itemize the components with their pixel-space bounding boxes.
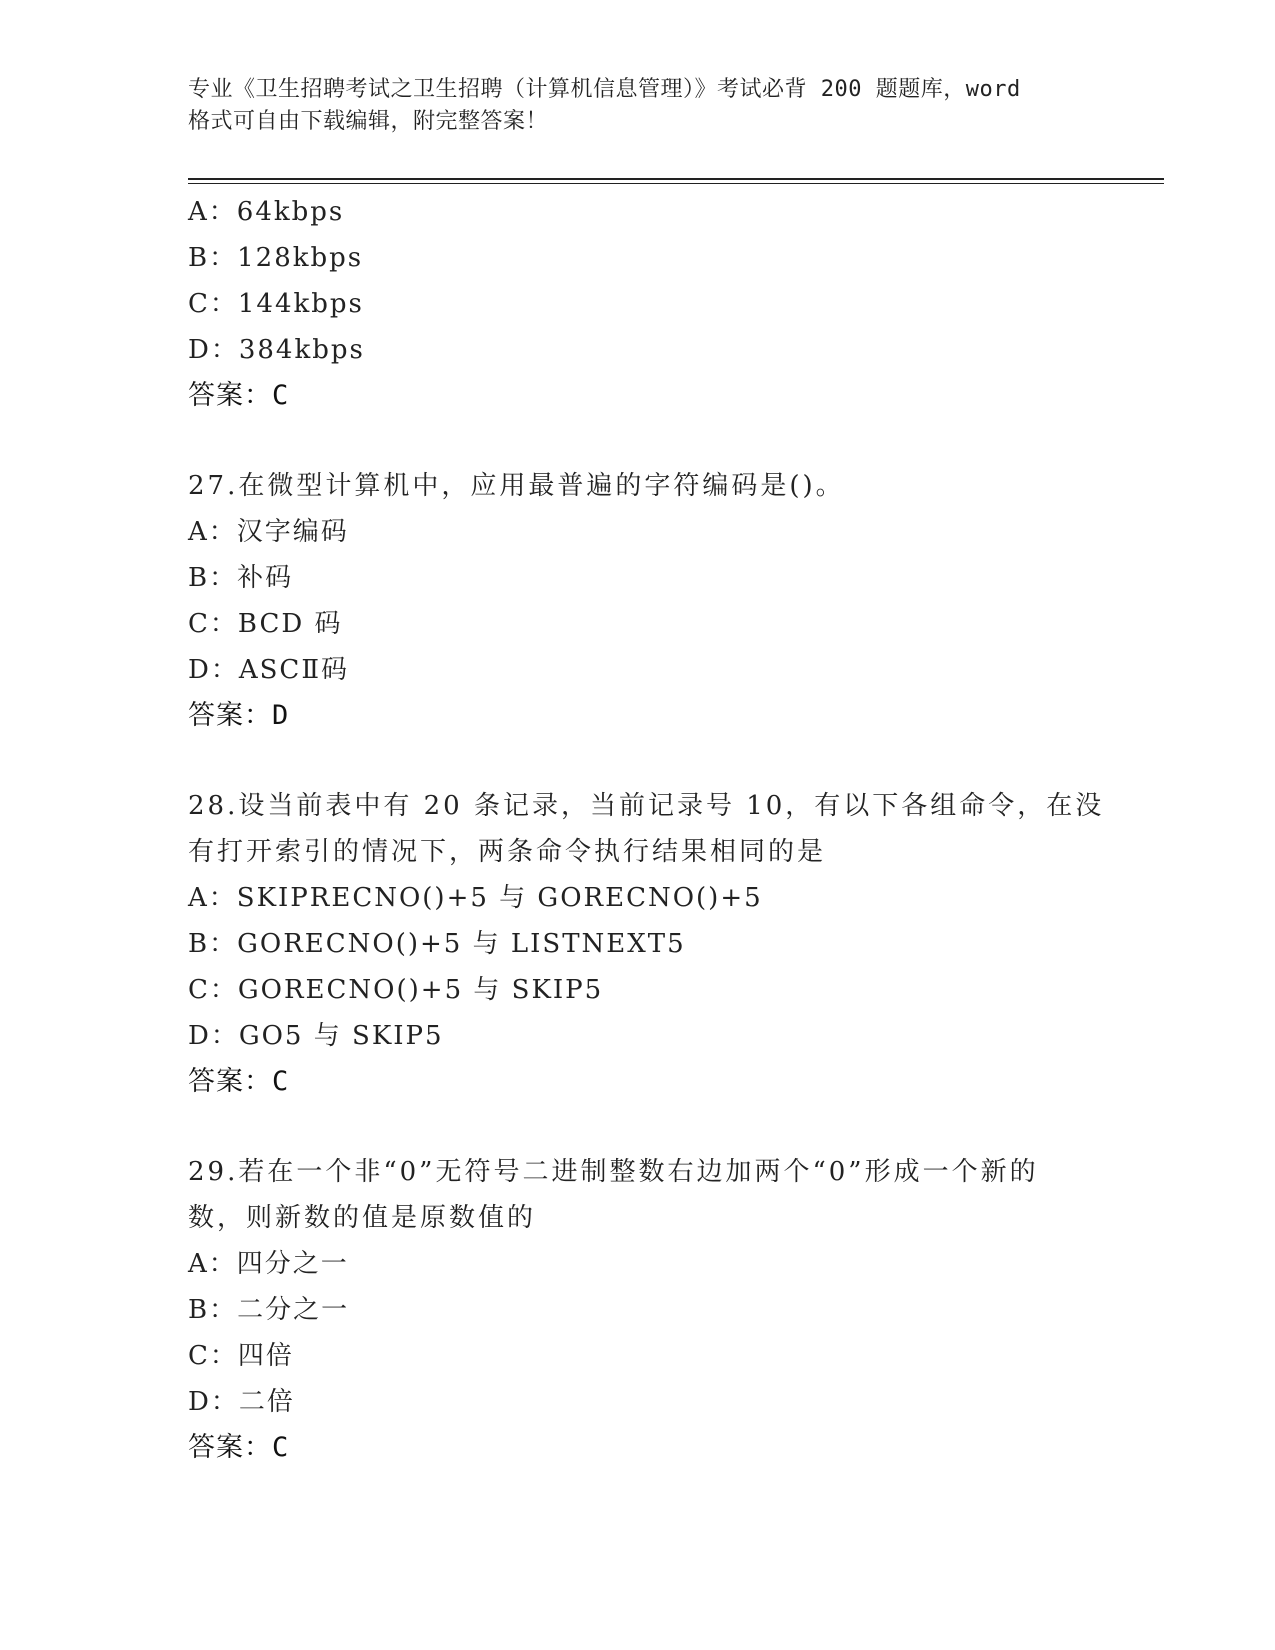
option-a: A：64kbps <box>188 197 345 227</box>
question-stem-line-2: 数，则新数的值是原数值的 <box>188 1203 537 1233</box>
option-c: C：四倍 <box>188 1341 294 1371</box>
option-a: A：SKIPRECNO()+5 与 GORECNO()+5 <box>188 883 763 913</box>
option-b: B：补码 <box>188 563 294 593</box>
question-28 <box>188 783 1105 1105</box>
header-line-2: 格式可自由下载编辑，附完整答案！ <box>188 109 549 134</box>
option-d: D：ASCⅡ码 <box>188 655 349 685</box>
answer: 答案：D <box>188 700 290 731</box>
question-stem-line-1: 29.若在一个非“0”无符号二进制整数右边加两个“0”形成一个新的 <box>188 1157 1039 1187</box>
document-header <box>188 74 1088 138</box>
option-a: A：汉字编码 <box>188 517 349 547</box>
question-stem: 27.在微型计算机中，应用最普遍的字符编码是()。 <box>188 471 845 501</box>
question-27 <box>188 463 1088 739</box>
option-d: D：二倍 <box>188 1387 295 1417</box>
header-line-1: 专业《卫生招聘考试之卫生招聘（计算机信息管理）》考试必背 200 题题库，word <box>188 77 1021 102</box>
option-c: C：BCD 码 <box>188 609 343 639</box>
option-b: B：GORECNO()+5 与 LISTNEXT5 <box>188 929 686 959</box>
option-b: B：128kbps <box>188 243 364 273</box>
option-d: D：384kbps <box>188 335 365 365</box>
answer: 答案：C <box>188 1066 290 1097</box>
option-d: D：GO5 与 SKIP5 <box>188 1021 444 1051</box>
spacer <box>188 1105 1088 1149</box>
header-divider-thick <box>188 178 1164 180</box>
question-stem-line-2: 有打开索引的情况下，两条命令执行结果相同的是 <box>188 837 827 867</box>
question-26 <box>188 189 1088 419</box>
answer: 答案：C <box>188 1432 290 1463</box>
option-c: C：GORECNO()+5 与 SKIP5 <box>188 975 604 1005</box>
spacer <box>188 739 1088 783</box>
question-29 <box>188 1149 1088 1471</box>
option-c: C：144kbps <box>188 289 364 319</box>
option-b: B：二分之一 <box>188 1295 350 1325</box>
spacer <box>188 419 1088 463</box>
header-divider-thin <box>188 183 1164 184</box>
option-a: A：四分之一 <box>188 1249 349 1279</box>
answer: 答案：C <box>188 380 290 411</box>
question-stem-line-1: 28.设当前表中有 20 条记录，当前记录号 10，有以下各组命令，在没 <box>188 791 1105 821</box>
question-list <box>188 189 1105 1471</box>
